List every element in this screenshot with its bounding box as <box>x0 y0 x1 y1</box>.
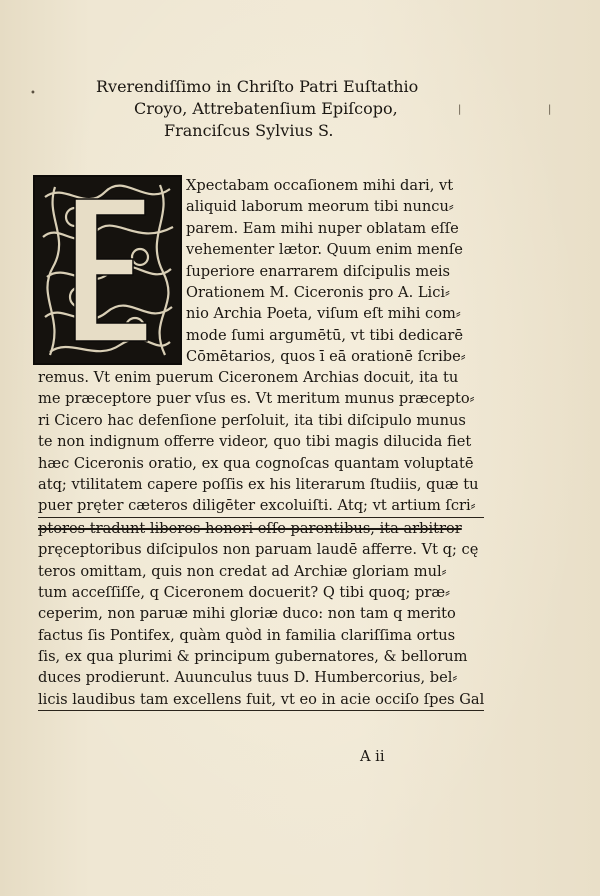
text-line: mode ſumi argumētū, vt tibi dedicarē <box>186 326 464 344</box>
text-line: tum acceſſiſſe, q Ciceronem docuerit? Q tibi quoq; præ⸗ <box>38 583 450 601</box>
text-line-struck: ptores tradunt liberos honori eſſe parentibus, ita arbitror <box>38 519 462 537</box>
text-line: ſuperiore enarrarem diſcipulis meis <box>186 262 451 280</box>
text-line: atq; vtilitatem capere poſſis ex his literarum ſtudiis, quæ tu <box>38 475 479 493</box>
text-line: ceperim, non paruæ mihi gloriæ duco: non tam q merito <box>38 605 456 623</box>
text-line: aliquid laborum meorum tibi nuncu⸗ <box>186 198 454 216</box>
text-line: hæc Ciceronis oratio, ex qua cognoſcas quantam voluptatē <box>38 454 474 472</box>
woodcut-initial-icon <box>35 177 180 363</box>
decorated-initial-e <box>33 175 182 365</box>
text-line: parem. Eam mihi nuper oblatam eſſe <box>186 219 459 237</box>
margin-mark: | <box>458 104 462 115</box>
text-beside-initial <box>186 175 466 368</box>
text-line: ri Cicero hac defenſione perſoluit, ita tibi diſcipulo munus <box>38 411 466 429</box>
text-full-width <box>38 367 484 711</box>
text-line: pręceptoribus diſcipulos non paruam laudē afferre. Vt q; cę <box>38 541 479 559</box>
heading-line-1: Rverendiſſimo in Chriſto Patri Euſtathio <box>96 77 419 96</box>
text-line: te non indignum offerre videor, quo tibi magis dilucida fiet <box>38 433 472 451</box>
text-line: Orationem M. Ciceronis pro A. Lici⸗ <box>186 283 450 301</box>
heading-line-3: Franciſcus Sylvius S. <box>164 121 334 140</box>
text-line: vehementer lætor. Quum enim menſe <box>186 241 463 259</box>
signature-mark: A ii <box>360 748 385 765</box>
heading-line-2: Croyo, Attrebatenſium Epiſcopo, <box>134 99 398 118</box>
text-line-underlined: puer pręter cæteros diligēter excoluiſti. Atq; vt artium ſcri⸗ <box>38 495 484 517</box>
text-line: remus. Vt enim puerum Ciceronem Archias docuit, ita tu <box>38 369 459 386</box>
text-line: nio Archia Poeta, viſum eſt mihi com⸗ <box>186 305 461 323</box>
text-line: Xpectabam occaſionem mihi dari, vt <box>186 177 454 194</box>
dedication-heading <box>96 76 418 142</box>
text-line: me præceptore puer vſus es. Vt meritum munus præcepto⸗ <box>38 390 475 408</box>
text-line: ſis, ex qua plurimi & principum gubernatores, & bellorum <box>38 648 468 666</box>
margin-mark: | <box>548 104 552 115</box>
text-line: duces prodierunt. Auunculus tuus D. Humbercorius, bel⸗ <box>38 669 458 687</box>
text-line: teros omittam, quis non credat ad Archiæ gloriam mul⸗ <box>38 562 447 580</box>
text-line-underlined: licis laudibus tam excellens fuit, vt eo in acie occiſo ſpes Gal <box>38 689 484 711</box>
margin-mark: • <box>30 88 36 99</box>
text-line: factus ſis Pontifex, quàm quòd in familia clariſſima ortus <box>38 626 456 644</box>
text-line: Cōmētarios, quos ī eā orationē ſcribe⸗ <box>186 348 466 366</box>
